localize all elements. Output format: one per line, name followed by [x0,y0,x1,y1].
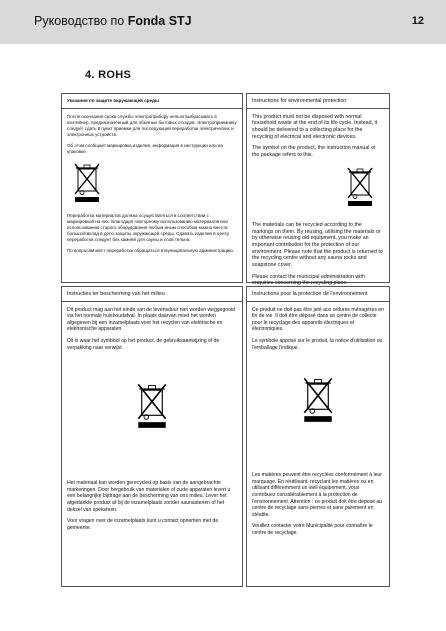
instruction-box-dutch [61,286,243,587]
bin-symbol [252,375,384,428]
instruction-box-french [246,286,390,587]
box-paragraph: Ce produit ne doit pas être jeté aux ordures ménagères en fin de vie. Il doit être déposé dans un centre de collecte pour le recyclage des appareils électriques et électroniques. [252,306,384,333]
section-heading: 4. ROHS [85,69,132,81]
box-paragraph: Dit is waar het symbool op het product, de gebruiksaanwijzing of de verpakking naar verwijst. [67,337,220,351]
box-title: Instructies ter bescherming van het milieu [62,291,242,302]
page-number: 12 [411,15,424,27]
crossed-out-wheelie-bin-icon [302,375,334,423]
box-paragraph: Voor vragen over de inzamelplaats kunt u contact opnemen met de gemeente. [67,518,219,531]
box-title: Instructions for environmental protection [247,98,389,109]
crossed-out-wheelie-bin-icon [346,165,374,207]
manual-title-prefix: Руководство по [34,14,125,28]
instruction-box-russian [61,93,243,283]
bin-symbol [67,381,237,434]
manual-title [34,14,192,28]
box-paragraph: Please contact the municipal administration with enquiries concerning the recycling place. [252,273,365,287]
box-paragraph: Het materiaal kan worden gerecycled op basis van de aangebrachte markeringen. Door hergebruik van materialen of oude apparaten levert u een belangrijke bijdrage aan de bescherming van ons milieu. Lever het afgedankte product af bij de inzamelplaats zonder saunastenen of het deksel van speksteen. [67,480,231,513]
box-paragraph: После окончания срока службы электроприбору нельзя выбрасывать в контейнер, предназначенный для обычных бытовых отходов. Электроприемнику следует сдать в пункт приемки для последующей переработки электрических и электронных устройств. [67,113,237,137]
bin-symbol [67,161,237,203]
box-paragraph: Об этом сообщает маркировка изделия, информация в инструкции или на упаковке. [67,142,223,154]
bin-symbol [252,165,384,212]
box-title: Instructions pour la protection de l'environnement [247,291,389,302]
box-paragraph: Veuillez contacter votre Municipalité pour connaître le centre de recyclage. [252,523,373,536]
box-paragraph: Dit product mag aan het einde van de levensduur niet worden weggegooid via het normale huishoudafval. In plaats daarvan moet het worden afgegeven bij een inzamelplaats voor het recyclen van elektrische en elektronische apparaten. [67,306,235,333]
crossed-out-wheelie-bin-icon [136,381,168,429]
box-paragraph: The symbol on the product, the instruction manual or the package refers to this. [252,145,376,159]
page-header [0,0,446,44]
box-paragraph: Les matières peuvent être recyclées conformément à leur marquage. En réutilisant, recyclant les matières ou en utilisant différemment un vieil équipement, vous contribuez considérablement à la protection de l'environnement. Attention : ce produit doit être déposé au centre de recyclage sans pierres et sans parement en stéatite. [252,472,383,518]
crossed-out-wheelie-bin-icon [73,161,101,203]
box-title: Указания по защите окружающей среды [62,98,242,109]
box-paragraph: The materials can be recycled according to the markings on them. By reusing, utilising the materials or by otherwise reusing old equipment, you make an important contribution for the protection of our environment. Please note that the product is returned to the recycling centre without any sauna rocks and soapstone cover. [252,221,383,269]
box-paragraph: Переработка материалов должна осуществляться в соответствии с маркировкой на них. Благодаря повторному использованию материалов или использованию старого оборудования любым иным способом можно внести большой вклад в дело защиты окружающей среды. Сдавать изделие в центр переработки следует без камней для сауны и слов тельна. [67,212,230,242]
product-name: Fonda STJ [127,14,192,28]
box-paragraph: This product must not be disposed with normal household waste at the end of its life cycle. Instead, it should be delivered to a collecting place for the recycling of electrical and electronic devices. [252,113,378,140]
instruction-box-english [246,93,390,287]
box-paragraph: По вопросам мест переработки обращаться в муниципальную администрацию. [67,247,234,253]
box-paragraph: Le symbole apposé sur le produit, la notice d'utilisation ou l'emballage l'indique. [252,337,383,351]
